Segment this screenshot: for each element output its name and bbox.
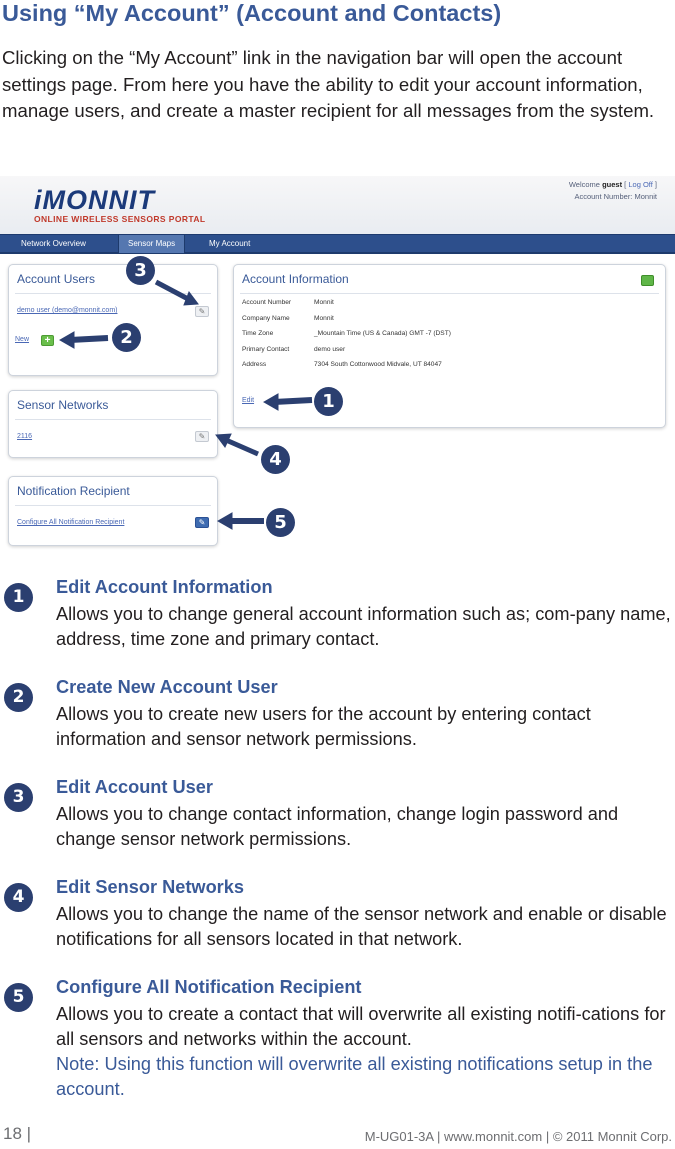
item-number-badge: 3 — [4, 783, 33, 812]
sensor-networks-title: Sensor Networks — [17, 398, 109, 412]
row-value: Monnit — [314, 314, 334, 322]
item-description: Allows you to change contact information, change login password and change sensor network permissions. — [56, 804, 619, 849]
welcome-text: Welcome guest [ Log Off ] — [568, 180, 657, 189]
item-title: Configure All Notification Recipient — [56, 977, 362, 997]
arrow-2-head — [60, 332, 74, 348]
arrow-1-head — [264, 394, 278, 410]
arrow-2 — [70, 338, 108, 340]
item-title: Create New Account User — [56, 677, 278, 697]
imonnit-logo: iMONNIT — [34, 185, 155, 215]
item-description: Allows you to change the name of the sensor network and enable or disable notifications for all sensors located in that network. — [56, 904, 667, 949]
edit-network-button[interactable]: ✎ — [195, 431, 209, 442]
footer-text: M-UG01-3A | www.monnit.com | © 2011 Monnit Corp. — [364, 1129, 672, 1144]
logout-link[interactable]: Log Off — [628, 180, 653, 189]
item-number-badge: 4 — [4, 883, 33, 912]
callout-3: 3 — [126, 256, 155, 285]
row-value: Monnit — [314, 299, 334, 307]
item-number-badge: 5 — [4, 983, 33, 1012]
account-information-title: Account Information — [242, 272, 349, 286]
arrow-3-head — [184, 292, 198, 305]
notification-recipient-title: Notification Recipient — [17, 484, 130, 498]
callout-5: 5 — [266, 508, 295, 537]
callout-2: 2 — [112, 323, 141, 352]
intro-paragraph: Clicking on the “My Account” link in the navigation bar will open the account settings page. From here you have the ability to edit your account information, manage users, and create a master recipient for all messages from the system. — [2, 47, 655, 121]
row-value: _Mountain Time (US & Canada) GMT -7 (DST) — [314, 330, 451, 338]
new-user-link[interactable]: New — [15, 336, 30, 343]
item-number-badge: 1 — [4, 583, 33, 612]
portal-screenshot — [0, 176, 675, 556]
row-key: Address — [242, 361, 267, 369]
item-title: Edit Account Information — [56, 577, 273, 597]
row-key: Time Zone — [242, 330, 274, 338]
item-note: Note: Using this function will overwrite all existing notifications setup in the account. — [56, 1054, 653, 1099]
logo-subtitle: ONLINE WIRELESS SENSORS PORTAL — [34, 214, 206, 224]
item-title: Edit Sensor Networks — [56, 877, 244, 897]
welcome-user: guest — [602, 180, 623, 189]
callout-4: 4 — [261, 445, 290, 474]
arrow-5-head — [218, 513, 232, 529]
arrow-4 — [226, 440, 258, 454]
configure-recipient-button[interactable]: ✎ — [195, 517, 209, 528]
row-key: Primary Contact — [242, 345, 290, 353]
page-number: 18 | — [3, 1124, 32, 1143]
add-user-button[interactable]: + — [41, 335, 54, 346]
row-key: Company Name — [242, 314, 290, 322]
item-title: Edit Account User — [56, 777, 213, 797]
item-description: Allows you to change general account information such as; com-pany name, address, time zone and primary contact. — [56, 604, 671, 649]
nav-my-account[interactable]: My Account — [209, 239, 251, 248]
nav-sensor-maps[interactable]: Sensor Maps — [118, 235, 185, 253]
nav-network-overview[interactable]: Network Overview — [21, 239, 86, 248]
network-link[interactable]: 2116 — [17, 433, 33, 440]
user-link[interactable]: demo user (demo@monnit.com) — [17, 307, 118, 314]
row-key: Account Number — [242, 299, 292, 307]
item-number-badge: 2 — [4, 683, 33, 712]
account-number-label: Account Number: Monnit — [574, 192, 657, 201]
row-value: demo user — [314, 345, 346, 353]
item-description: Allows you to create new users for the account by entering contact information and sensor network permissions. — [56, 704, 591, 749]
item-description: Allows you to create a contact that will overwrite all existing notifi-cations for all sensors and networks within the account. — [56, 1004, 666, 1049]
row-value: 7304 South Cottonwood Midvale, UT 84047 — [314, 361, 442, 369]
callout-1: 1 — [314, 387, 343, 416]
arrow-3 — [156, 282, 190, 300]
welcome-prefix: Welcome — [568, 180, 600, 189]
edit-user-button[interactable]: ✎ — [195, 306, 209, 317]
account-users-title: Account Users — [17, 272, 96, 286]
edit-account-link[interactable]: Edit — [242, 397, 255, 404]
arrow-1 — [274, 400, 312, 402]
callout-arrows — [0, 176, 675, 556]
configure-recipient-link[interactable]: Configure All Notification Recipient — [17, 519, 125, 526]
page-title: Using “My Account” (Account and Contacts) — [2, 0, 502, 26]
